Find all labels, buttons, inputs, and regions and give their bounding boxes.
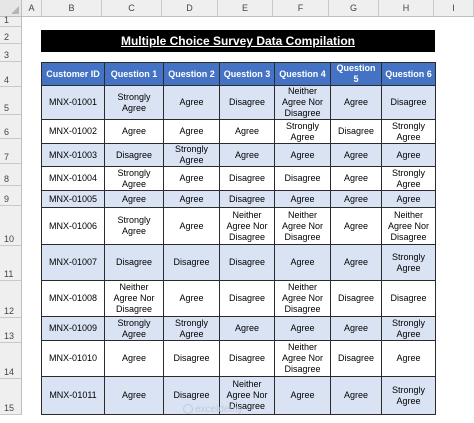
column-header-a[interactable]: A [22, 0, 42, 17]
table-row [42, 120, 436, 144]
answer-cell[interactable]: Disagree [220, 86, 275, 120]
answer-cell[interactable]: Strongly Agree [105, 208, 164, 245]
column-header-g[interactable]: G [329, 0, 379, 17]
answer-cell[interactable]: Strongly Agree [382, 317, 436, 341]
answer-cell[interactable]: Agree [275, 317, 331, 341]
answer-cell[interactable]: Neither Agree Nor Disagree [275, 208, 331, 245]
row-number: 5 [4, 103, 10, 113]
answer-cell[interactable]: Agree [164, 120, 220, 144]
row-number: 15 [4, 403, 15, 413]
customer-id-cell[interactable]: MNX-01003 [42, 144, 105, 167]
answer-cell[interactable]: Disagree [220, 167, 275, 191]
row-number: 7 [4, 152, 10, 162]
customer-id-cell[interactable]: MNX-01011 [42, 377, 105, 415]
answer-cell[interactable]: Agree [331, 317, 382, 341]
answer-cell[interactable]: Neither Agree Nor Disagree [220, 377, 275, 415]
row-header-10[interactable] [0, 206, 22, 246]
row-header-7[interactable] [0, 139, 22, 164]
answer-cell[interactable]: Agree [331, 167, 382, 191]
answer-cell[interactable]: Agree [164, 208, 220, 245]
answer-cell[interactable]: Agree [220, 317, 275, 341]
row-header-12[interactable] [0, 281, 22, 318]
answer-cell[interactable]: Strongly Agree [105, 86, 164, 120]
row-header-14[interactable] [0, 343, 22, 379]
answer-cell[interactable]: Neither Agree Nor Disagree [275, 86, 331, 120]
column-title[interactable]: Question 4 [275, 63, 331, 86]
row-number: 13 [4, 331, 15, 341]
answer-cell[interactable]: Neither Agree Nor Disagree [105, 281, 164, 317]
survey-table [41, 62, 436, 415]
answer-cell[interactable]: Disagree [164, 377, 220, 415]
answer-cell[interactable]: Neither Agree Nor Disagree [275, 281, 331, 317]
answer-cell[interactable]: Disagree [275, 167, 331, 191]
row-number: 6 [4, 127, 10, 137]
answer-cell[interactable]: Strongly Agree [382, 120, 436, 144]
answer-cell[interactable]: Agree [220, 144, 275, 167]
row-header-15[interactable] [0, 379, 22, 415]
column-title[interactable]: Question 2 [164, 63, 220, 86]
watermark-logo-icon [183, 404, 193, 414]
answer-cell[interactable]: Agree [331, 208, 382, 245]
table-header-row [42, 63, 436, 86]
row-header-5[interactable] [0, 87, 22, 115]
answer-cell[interactable]: Agree [331, 191, 382, 208]
answer-cell[interactable]: Strongly Agree [105, 317, 164, 341]
row-number: 9 [4, 194, 10, 204]
answer-cell[interactable]: Strongly Agree [382, 377, 436, 415]
table-row [42, 245, 436, 281]
answer-cell[interactable]: Disagree [382, 86, 436, 120]
row-number: 3 [4, 50, 10, 60]
answer-cell[interactable]: Disagree [164, 341, 220, 377]
answer-cell[interactable]: Disagree [220, 245, 275, 281]
row-number: 4 [4, 75, 10, 85]
row-header-8[interactable] [0, 164, 22, 186]
answer-cell[interactable]: Disagree [220, 191, 275, 208]
answer-cell[interactable]: Strongly Agree [105, 167, 164, 191]
answer-cell[interactable]: Disagree [331, 281, 382, 317]
answer-cell[interactable]: Disagree [220, 341, 275, 377]
answer-cell[interactable]: Agree [164, 167, 220, 191]
customer-id-cell[interactable]: MNX-01007 [42, 245, 105, 281]
table-row [42, 191, 436, 208]
answer-cell[interactable]: Disagree [220, 281, 275, 317]
column-header-e[interactable]: E [218, 0, 273, 17]
answer-cell[interactable]: Agree [331, 86, 382, 120]
watermark-text: exceldemy [195, 404, 243, 415]
row-header-13[interactable] [0, 318, 22, 343]
customer-id-cell[interactable]: MNX-01009 [42, 317, 105, 341]
answer-cell[interactable]: Agree [105, 341, 164, 377]
row-number: 10 [4, 234, 15, 244]
column-header-h[interactable]: H [379, 0, 434, 17]
customer-id-cell[interactable]: MNX-01008 [42, 281, 105, 317]
answer-cell[interactable]: Strongly Agree [382, 167, 436, 191]
answer-cell[interactable]: Agree [105, 377, 164, 415]
column-header-b[interactable]: B [42, 0, 102, 17]
table-row [42, 167, 436, 191]
answer-cell[interactable]: Agree [105, 191, 164, 208]
column-title[interactable]: Question 5 [331, 63, 382, 86]
answer-cell[interactable]: Neither Agree Nor Disagree [220, 208, 275, 245]
answer-cell[interactable]: Disagree [105, 144, 164, 167]
answer-cell[interactable]: Disagree [164, 245, 220, 281]
column-headers [22, 0, 474, 17]
column-title[interactable]: Question 6 [382, 63, 436, 86]
customer-id-cell[interactable]: MNX-01002 [42, 120, 105, 144]
answer-cell[interactable]: Agree [220, 120, 275, 144]
answer-cell[interactable]: Agree [164, 281, 220, 317]
row-header-2[interactable] [0, 27, 22, 44]
table-row [42, 208, 436, 245]
answer-cell[interactable]: Strongly Agree [275, 120, 331, 144]
answer-cell[interactable]: Strongly Agree [382, 245, 436, 281]
customer-id-cell[interactable]: MNX-01004 [42, 167, 105, 191]
row-number: 2 [4, 32, 10, 42]
answer-cell[interactable]: Disagree [331, 341, 382, 377]
column-header-d[interactable]: D [162, 0, 218, 17]
answer-cell[interactable]: Agree [105, 120, 164, 144]
answer-cell[interactable]: Agree [331, 377, 382, 415]
column-header-i[interactable]: I [434, 0, 474, 17]
table-row [42, 144, 436, 167]
customer-id-cell[interactable]: MNX-01006 [42, 208, 105, 245]
table-row [42, 86, 436, 120]
customer-id-cell[interactable]: MNX-01010 [42, 341, 105, 377]
row-header-9[interactable] [0, 186, 22, 206]
row-header-6[interactable] [0, 115, 22, 139]
column-title[interactable]: Customer ID [42, 63, 105, 86]
customer-id-cell[interactable]: MNX-01001 [42, 86, 105, 120]
row-header-1[interactable] [0, 17, 22, 27]
row-number: 1 [4, 15, 10, 25]
answer-cell[interactable]: Neither Agree Nor Disagree [275, 341, 331, 377]
answer-cell[interactable]: Agree [382, 341, 436, 377]
row-number: 12 [4, 306, 15, 316]
answer-cell[interactable]: Agree [331, 245, 382, 281]
table-row [42, 341, 436, 377]
column-header-f[interactable]: F [273, 0, 329, 17]
answer-cell[interactable]: Strongly Agree [164, 144, 220, 167]
table-row [42, 317, 436, 341]
sheet-title[interactable] [41, 30, 435, 52]
column-header-c[interactable]: C [102, 0, 162, 17]
row-header-3[interactable] [0, 44, 22, 62]
row-number: 8 [4, 174, 10, 184]
answer-cell[interactable]: Disagree [105, 245, 164, 281]
sheet-title-text: Multiple Choice Survey Data Compilation [120, 34, 356, 48]
watermark [183, 404, 243, 415]
answer-cell[interactable]: Agree [275, 191, 331, 208]
row-number: 11 [4, 269, 14, 279]
answer-cell[interactable]: Agree [275, 144, 331, 167]
answer-cell[interactable]: Strongly Agree [164, 317, 220, 341]
column-title[interactable]: Question 1 [105, 63, 164, 86]
answer-cell[interactable]: Disagree [382, 281, 436, 317]
column-title[interactable]: Question 3 [220, 63, 275, 86]
customer-id-cell[interactable]: MNX-01005 [42, 191, 105, 208]
answer-cell[interactable]: Agree [164, 86, 220, 120]
table-row [42, 281, 436, 317]
answer-cell[interactable]: Neither Agree Nor Disagree [382, 208, 436, 245]
answer-cell[interactable]: Agree [275, 377, 331, 415]
answer-cell[interactable]: Agree [382, 191, 436, 208]
row-number: 14 [4, 367, 15, 377]
answer-cell[interactable]: Disagree [331, 120, 382, 144]
row-header-11[interactable] [0, 246, 22, 281]
answer-cell[interactable]: Agree [275, 245, 331, 281]
row-header-4[interactable] [0, 62, 22, 87]
answer-cell[interactable]: Agree [382, 144, 436, 167]
answer-cell[interactable]: Agree [331, 144, 382, 167]
answer-cell[interactable]: Agree [164, 191, 220, 208]
